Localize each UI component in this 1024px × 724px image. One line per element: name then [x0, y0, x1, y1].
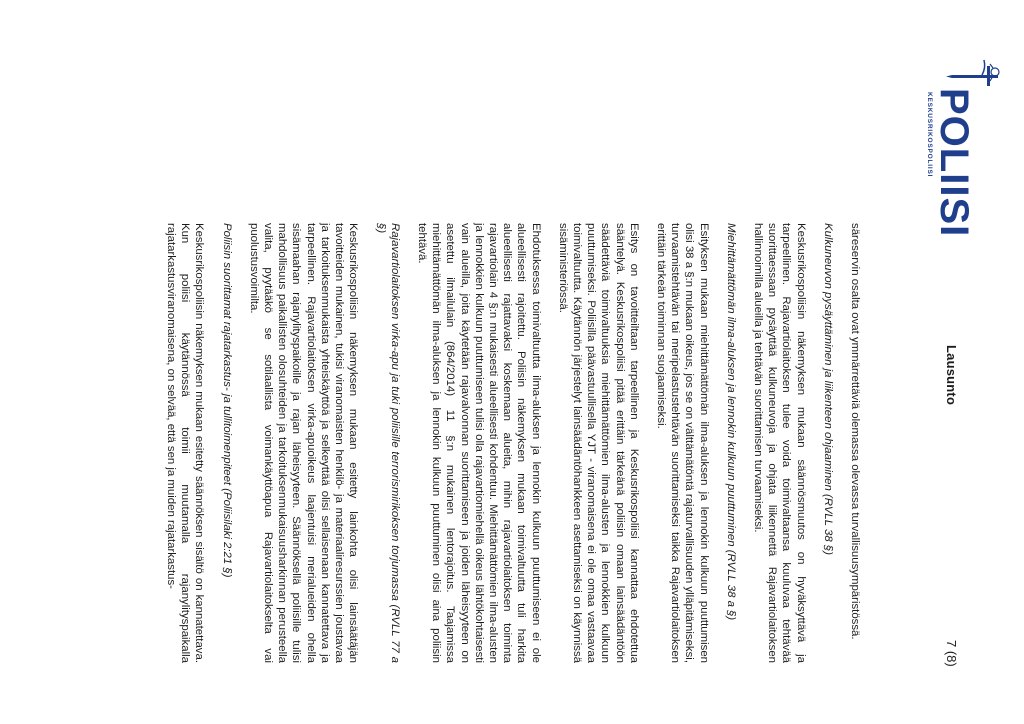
section-paragraph-border-checks: Keskusrikospoliisin näkemyksen mukaan esitetty säännöksen sisältö on kannatettava. Kun poliisi käytännössä toimii muutamalla rajanylityspaikalla rajatarkastusviranomaisena, on selvää, että sen ja muiden rajatarkastus-	[165, 223, 206, 663]
section-heading-border-checks: Poliisin suorittamat rajatarkastus- ja tullitoimenpiteet (Poliisilaki 2:21 §)	[220, 223, 233, 578]
police-logo	[884, 48, 1004, 238]
police-sword-crest-icon	[944, 48, 1004, 88]
document-type-label: Lausunto	[944, 345, 959, 406]
section-paragraph-drone-proposal: Esityksen mukaan miehittämättömän ilma-aluksen ja lennokin kulkuun puuttumisen olisi 38 a §:n mukaan oikeus, jos se on välttämätöntä rajaturvallisuuden ylläpitämiseksi, turvaamistehtävän tai meripelastustehtävän suorittamiseksi taikka Rajavartiolaitoksen erittäin tärkeän toiminnan suojaamiseksi.	[654, 223, 710, 663]
section-paragraph-vehicle-stopping: Keskusrikospoliisin näkemyksen mukaan säännösmuutos on hyväksyttävä ja tarpeellinen. Rajavartiolaitoksen tulee voida toimivaltaansa kuuluvaa tehtävää suorittaessaan pysäyttää kulkuneuvoja ja ohjata liikennettä Rajavartiolaitoksen hallinnoimilla alueilla ja tehtävän suorittamisen turvaamiseksi.	[751, 223, 807, 663]
section-heading-drone-interference: Miehittämättömän ilma-aluksen ja lennokin kulkuun puuttuminen (RVLL 38 a §)	[724, 223, 737, 621]
section-paragraph-drone-support: Esitys on tavoitteiltaan tarpeellinen ja Keskusrikospoliisi kannattaa ehdotettua sääntelyä. Keskusrikospoliisi pitää erittäin tärkeänä poliisin omaan lainsäädäntöön säädettäviä toimivaltuuksia miehittämättömien ilma-alusten ja lennokkien kulkuun puuttumiseksi. Poliisilla päävastuullisella YJT - viranomaisena ei ole omaa vastaavaa toimivaltuutta. Käytännön järjestelyt lainsäädäntöhankkeen asettamiseksi on käynnissä sisäministeriössä.	[556, 223, 640, 663]
section-paragraph-executive-assistance: Keskusrikospoliisin näkemyksen mukaan esitetty lainkohta olisi lainsäätäjän tavoitteiden mukainen, tukisi viranomaisten henkilö- ja materiaaliresurssien joustavaa ja tarkoituksenmukaista yhteiskäyttöä ja selkeyttää olisi sellaisenaan kannatettava ja tarpeellinen. Rajavartiolaitoksen virka-apuoikeus laajentuisi merialueiden ohella sisämaahan rajanylityspaikoille ja rajan läheisyyteen. Säännöksellä poliisille tulisi mahdollisuus paikallisten olosuhteiden ja tarkoituksenmukaisuusharkinnan perusteella valita, pyytääkö se sotilaallista voimankäyttöapua Rajavartiolaitokselta vai puolustusvoimilta.	[247, 223, 360, 663]
intro-paragraph: säreservin osalta ovat ymmärrettäviä olemassa olevassa turvallisuusympäristössä.	[849, 223, 861, 640]
section-heading-executive-assistance: Rajavartiolaitoksen virka-apu ja tuki poliisille terrorismirikoksen torjumassa (RVLL 77 a §)	[374, 223, 401, 663]
section-paragraph-drone-territory: Ehdotuksessa toimivaltuutta ilma-aluksen ja lennokin kulkuun puuttumiseen ei ole alueellisesti rajoitettu. Poliisin näkemyksen mukaan toimivaltuutta tuli harkita alueellisesti rajattavaksi koskemaan alueita, mihin rajavartiolaitoksen toiminta rajavartiolain 4 §:n mukaisesti alueellisesti kohdentuu. Miehittämättömien ilma-alusten ja lennokkien kulkuun puuttumiseen tulisi olla rajavartiomiehellä oikeus lähtökohtaisesti vain alueilla, joita käytetään rajavalvonnan suorittamiseen ja joiden läheisyyteen on asetettu ilmailulain (864/2014) 11 §:n mukainen lentorajoitus. Taajamissa miehittämättömän ilma-aluksen ja lennokin kulkuun puuttuminen olisi aina poliisin tehtävä.	[415, 223, 542, 663]
page-number: 7 (8)	[944, 640, 959, 667]
logo-wordmark: POLIISI	[932, 88, 976, 238]
section-heading-vehicle-stopping: Kulkuneuvon pysäyttäminen ja liikenteen ohjaaminen (RVLL 38 §)	[821, 223, 834, 556]
logo-subtitle: KESKUSRIKOSPOLIISI	[926, 92, 933, 178]
document-body	[151, 223, 862, 663]
